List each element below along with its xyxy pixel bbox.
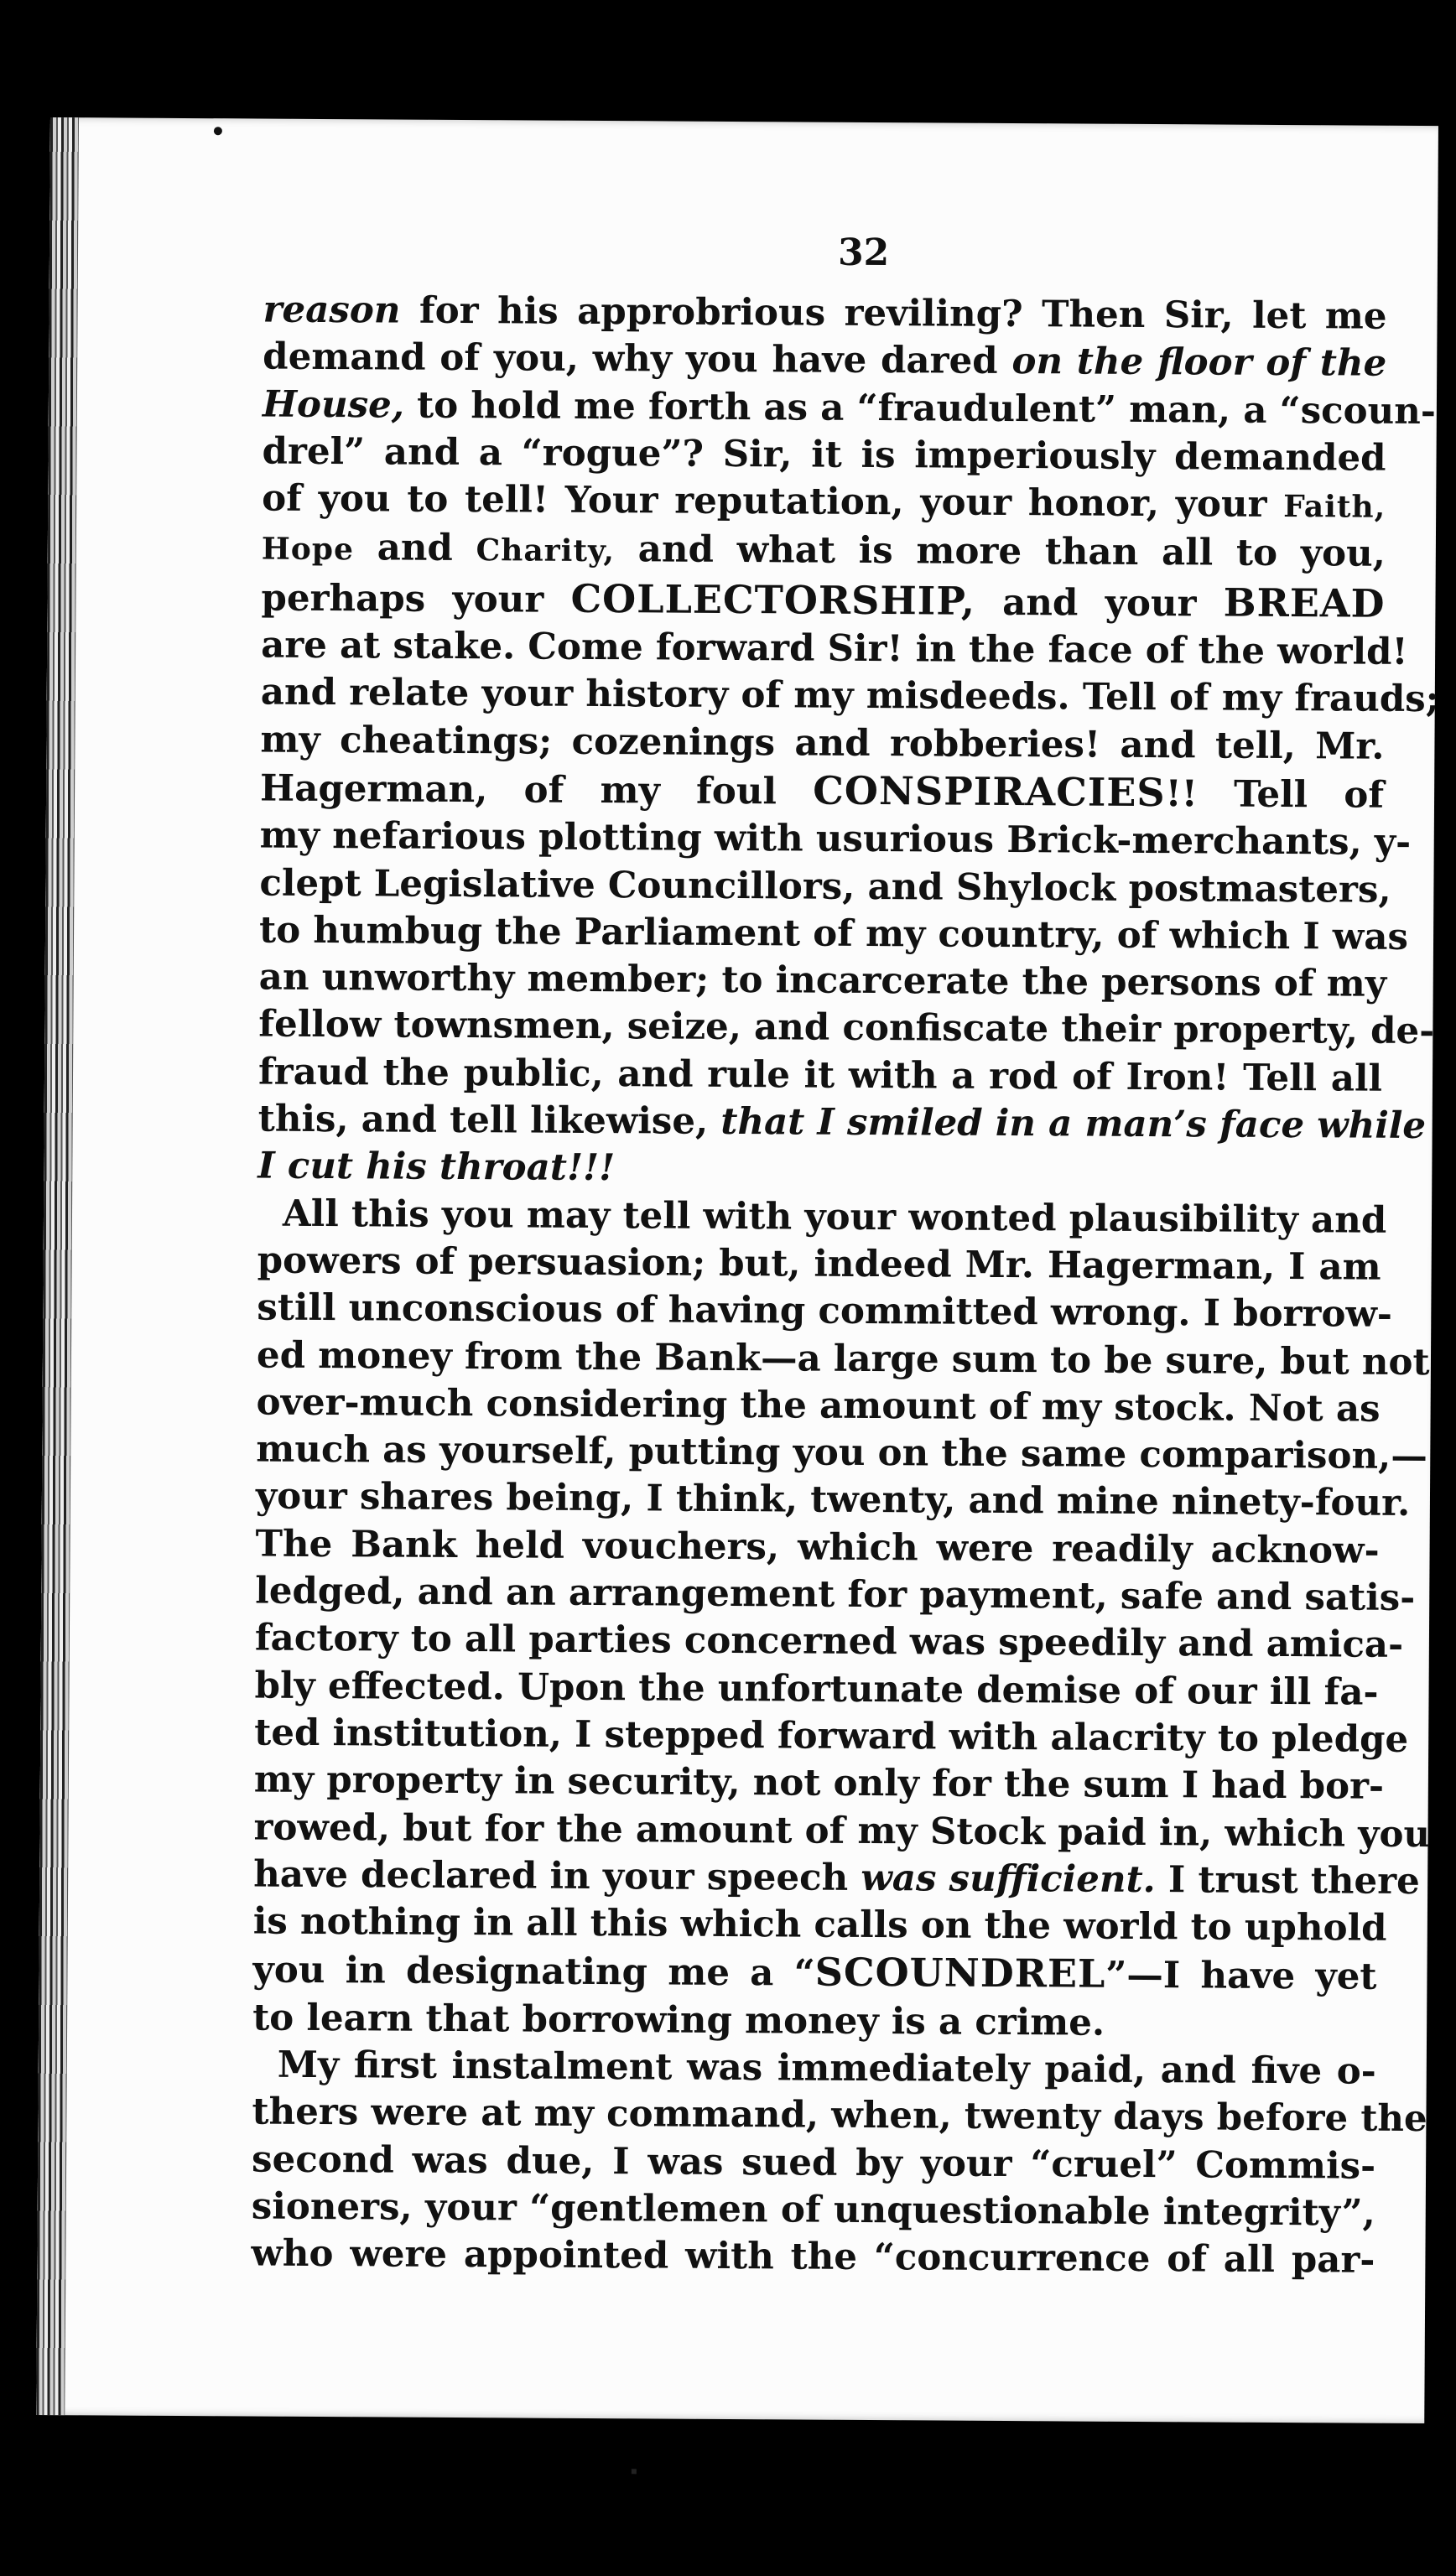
text-line <box>255 1473 1411 1527</box>
text-line <box>252 1945 1376 2001</box>
text-segment: is nothing in all this which calls on the world to uphold <box>252 1899 1387 1950</box>
text-segment: to hold me forth as a “fraudulent” man, a “scoun- <box>403 383 1437 433</box>
text-segment: Hope <box>261 532 355 568</box>
page-number: 32 <box>837 231 890 275</box>
text-line <box>258 1001 1435 1055</box>
text-line <box>252 2136 1375 2189</box>
text-segment: and <box>353 526 476 570</box>
text-segment: over-much considering the amount of my stock. Not as <box>256 1380 1381 1431</box>
text-segment: this, and tell likewise, <box>257 1097 721 1143</box>
text-segment: thers were at my command, when, twenty days before the <box>252 2090 1427 2141</box>
text-segment: much as yourself, putting you on the same comparison,— <box>256 1427 1427 1478</box>
text-segment: to humbug the Parliament of my country, of which I was <box>258 908 1409 958</box>
text-segment: demand of you, why you have dared <box>263 335 1012 383</box>
text-line <box>258 954 1387 1008</box>
text-segment: your shares being, I think, twenty, and mine ninety-four. <box>255 1474 1411 1525</box>
text-line <box>260 669 1439 723</box>
text-segment: my property in security, not only for the sum I had bor- <box>253 1758 1385 1808</box>
text-line <box>252 2183 1375 2236</box>
text-segment: and your <box>975 580 1224 626</box>
text-line <box>260 764 1384 819</box>
text-segment: ed money from the Bank—a large sum to be sure, but not <box>256 1333 1430 1384</box>
text-segment: House, <box>262 382 405 427</box>
text-segment: All this you may tell with your wonted plausibility and <box>282 1192 1387 1242</box>
text-segment: factory to all parties concerned was speedily and amica- <box>254 1616 1404 1667</box>
text-line <box>251 2231 1375 2284</box>
text-segment: fraud the public, and rule it with a rod of Iron! Tell all <box>257 1050 1383 1100</box>
text-segment: have declared in your speech <box>253 1852 861 1899</box>
text-line <box>254 1615 1404 1669</box>
text-line <box>262 428 1386 481</box>
text-segment: Hagerman, of my foul <box>259 766 814 813</box>
text-line <box>257 1285 1393 1338</box>
text-line <box>257 1096 1427 1150</box>
text-line <box>263 287 1386 340</box>
text-segment: I cut his throat!!! <box>257 1144 616 1190</box>
text-segment: and relate your history of my misdeeds. Tell of my frauds; <box>260 670 1439 721</box>
text-segment: sioners, your “gentlemen of unquestionable integrity”, <box>251 2184 1375 2235</box>
text-segment: an unworthy member; to incarcerate the persons of my <box>258 955 1387 1005</box>
text-line <box>258 1048 1382 1102</box>
text-line <box>257 1143 1381 1197</box>
text-line <box>256 1426 1427 1480</box>
text-line <box>262 524 1386 579</box>
text-line <box>253 1757 1385 1810</box>
text-line <box>254 1709 1409 1763</box>
text-segment: CONSPIRACIES <box>813 767 1166 816</box>
text-segment: still unconscious of having committed wrong. I borrow- <box>257 1285 1393 1337</box>
page-binding-edge <box>36 117 79 2415</box>
text-segment: fellow townsmen, seize, and confiscate their property, de- <box>258 1002 1435 1053</box>
text-segment: who were appointed with the “concurrence of all par- <box>251 2231 1375 2282</box>
text-segment: you in designating me a “ <box>252 1948 815 1996</box>
text-line <box>259 860 1391 913</box>
text-line <box>252 1898 1387 1952</box>
text-line <box>253 1804 1431 1857</box>
ink-speck <box>214 127 222 135</box>
text-segment: reason <box>263 288 401 332</box>
text-line <box>256 1332 1430 1385</box>
text-segment: my nefarious plotting with usurious Brick-merchants, y- <box>259 813 1412 865</box>
text-segment: powers of persuasion; but, indeed Mr. Hagerman, I am <box>257 1239 1381 1289</box>
text-segment: second was due, I was sued by your “cruel” Commis- <box>251 2137 1376 2188</box>
text-line <box>257 1190 1387 1244</box>
text-line <box>259 813 1412 866</box>
text-segment: that I smiled in a man’s face while <box>720 1099 1427 1148</box>
text-segment: My first instalment was immediately paid, and five o- <box>277 2043 1376 2093</box>
text-segment: I trust there <box>1155 1857 1420 1903</box>
text-line <box>257 1237 1381 1291</box>
text-segment: ledged, and an arrangement for payment, safe and satis- <box>255 1569 1416 1619</box>
text-line <box>252 2089 1427 2142</box>
text-segment: on the floor of the <box>1011 340 1387 386</box>
text-line <box>254 1662 1378 1716</box>
text-line <box>262 475 1386 531</box>
body-text <box>251 287 1439 2285</box>
text-line <box>255 1568 1416 1622</box>
text-line <box>252 2041 1376 2095</box>
text-line <box>261 573 1385 628</box>
text-segment: COLLECTORSHIP, <box>570 575 976 624</box>
text-line <box>263 334 1386 387</box>
text-segment: ”—I have yet <box>1105 1954 1377 1999</box>
text-segment: my cheatings; cozenings and robberies! and tell, Mr. <box>260 718 1385 768</box>
text-segment: rowed, but for the amount of my Stock paid in, which you <box>253 1805 1431 1856</box>
text-segment: ted institution, I stepped forward with alacrity to pledge <box>254 1711 1409 1761</box>
text-segment: was sufficient. <box>861 1856 1156 1901</box>
text-line <box>252 1994 1376 2048</box>
text-segment: Faith, <box>1283 489 1386 525</box>
text-segment: and what is more than all to you, <box>614 527 1386 576</box>
text-segment: perhaps your <box>261 576 571 621</box>
text-line <box>261 622 1408 676</box>
text-segment: to learn that borrowing money is a crime. <box>252 1996 1105 2044</box>
text-line <box>260 716 1384 770</box>
book-page <box>36 117 1438 2423</box>
text-segment: clept Legislative Councillors, and Shylock postmasters, <box>259 861 1391 911</box>
text-segment: bly effected. Upon the unfortunate demise of our ill fa- <box>254 1664 1379 1714</box>
text-segment: !! Tell of <box>1165 772 1385 817</box>
text-segment: drel” and a “rogue”? Sir, it is imperiously demanded <box>262 429 1386 480</box>
text-segment: BREAD <box>1223 579 1386 626</box>
text-segment: SCOUNDREL <box>814 1950 1106 1997</box>
text-line <box>255 1520 1379 1574</box>
text-line <box>262 381 1437 434</box>
text-segment: of you to tell! Your reputation, your honor, your <box>262 476 1284 527</box>
text-line <box>258 906 1409 960</box>
text-line <box>256 1379 1380 1432</box>
text-segment: are at stake. Come forward Sir! in the face of the world! <box>261 623 1408 673</box>
ink-speck <box>632 2469 637 2474</box>
text-segment: Charity, <box>476 532 616 569</box>
text-line <box>253 1851 1420 1904</box>
text-segment: for his approbrious reviling? Then Sir, let me <box>400 288 1387 338</box>
text-segment: The Bank held vouchers, which were readily acknow- <box>255 1522 1380 1572</box>
